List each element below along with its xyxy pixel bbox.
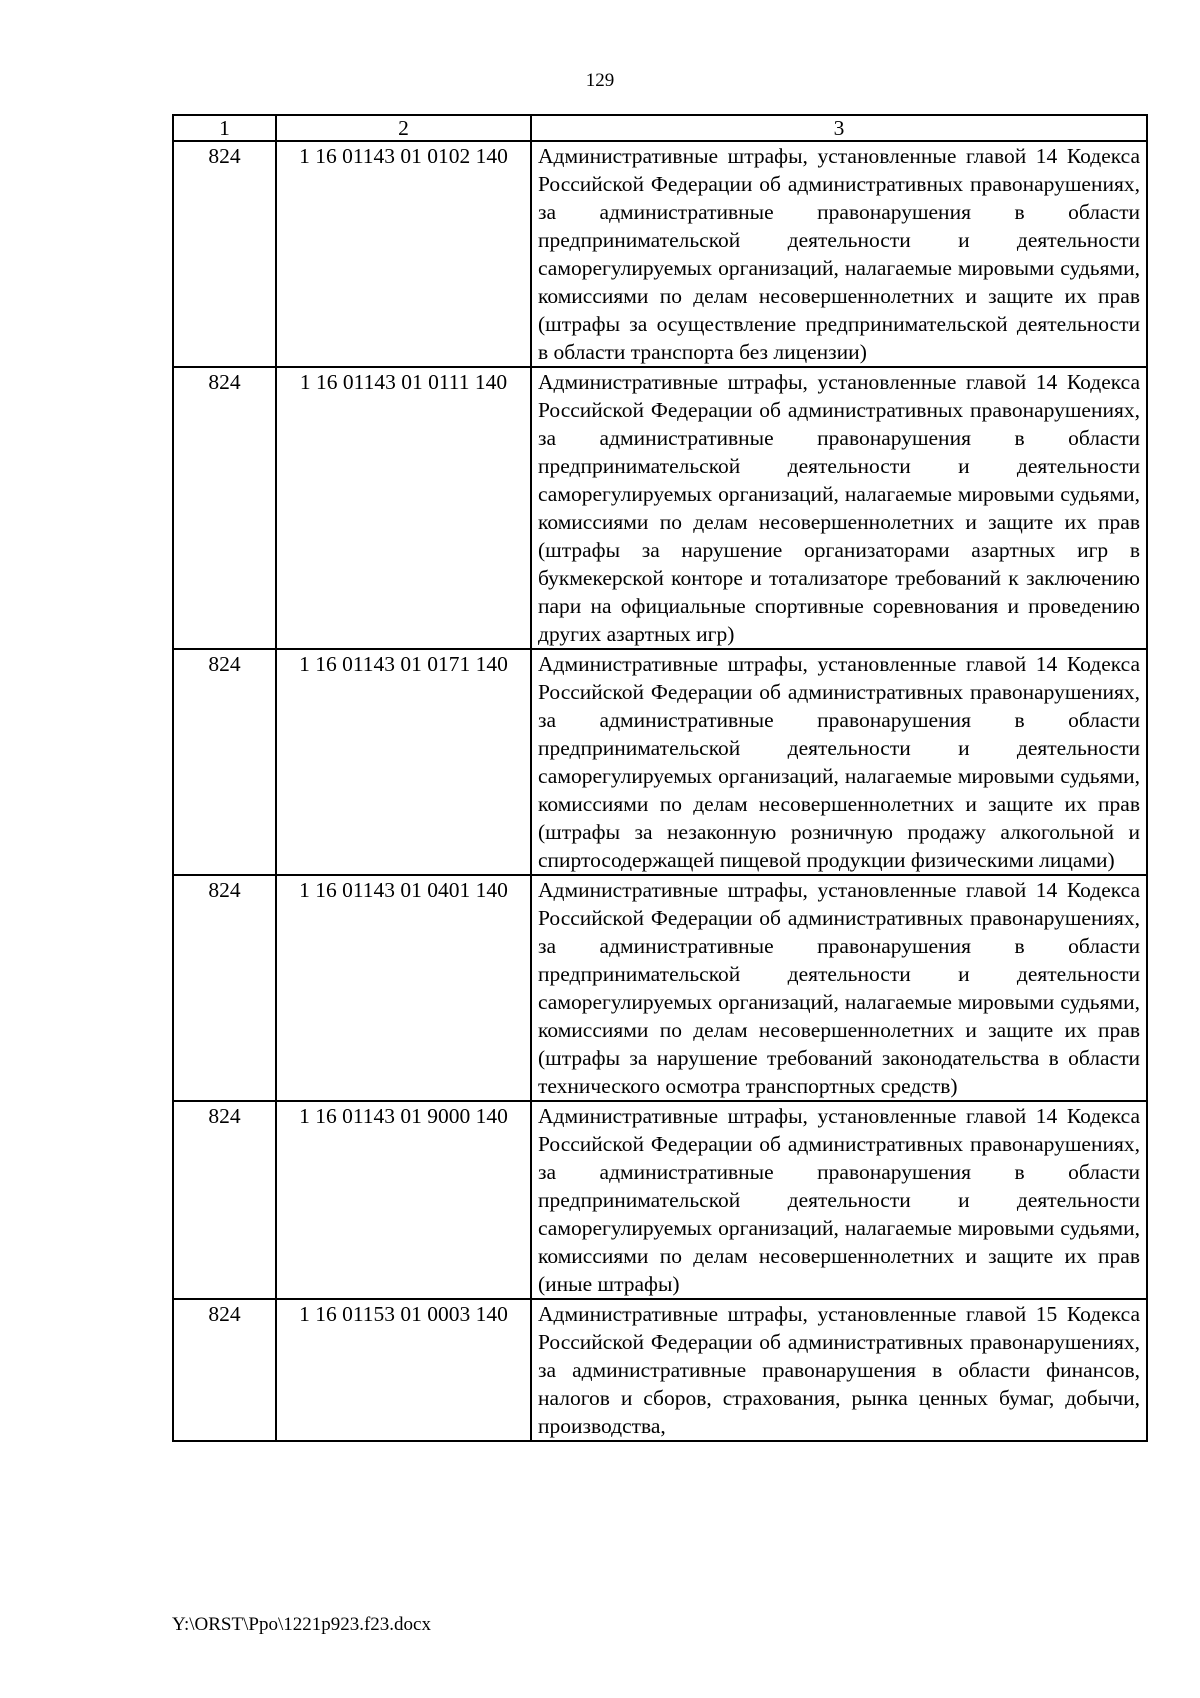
description-cell: Административные штрафы, установленные главой 14 Кодекса Российской Федерации об административных правонарушениях, за административные правонарушения в области предпринимательской деятельности и деятельности саморегулируемых организаций, налагаемые мировыми судьями, комиссиями по делам несовершеннолетних и защите их прав (штрафы за осуществление предпринимательской деятельности в области транспорта без лицензии) bbox=[531, 141, 1147, 367]
budget-code-cell: 1 16 01143 01 0171 140 bbox=[276, 649, 531, 875]
budget-code-cell: 1 16 01143 01 0102 140 bbox=[276, 141, 531, 367]
page-number: 129 bbox=[585, 70, 615, 91]
admin-code-cell: 824 bbox=[173, 1299, 276, 1441]
admin-code-cell: 824 bbox=[173, 649, 276, 875]
budget-code-cell: 1 16 01143 01 9000 140 bbox=[276, 1101, 531, 1299]
table-row bbox=[173, 141, 1147, 367]
table-header-row bbox=[173, 115, 1147, 141]
table-row bbox=[173, 367, 1147, 649]
table-row bbox=[173, 875, 1147, 1101]
table-row bbox=[173, 1101, 1147, 1299]
header-col-2: 2 bbox=[276, 115, 531, 141]
description-cell: Административные штрафы, установленные главой 14 Кодекса Российской Федерации об административных правонарушениях, за административные правонарушения в области предпринимательской деятельности и деятельности саморегулируемых организаций, налагаемые мировыми судьями, комиссиями по делам несовершеннолетних и защите их прав (штрафы за незаконную розничную продажу алкогольной и спиртосодержащей пищевой продукции физическими лицами) bbox=[531, 649, 1147, 875]
table-row bbox=[173, 1299, 1147, 1441]
table-row bbox=[173, 649, 1147, 875]
admin-code-cell: 824 bbox=[173, 1101, 276, 1299]
header-col-3: 3 bbox=[531, 115, 1147, 141]
description-cell: Административные штрафы, установленные главой 14 Кодекса Российской Федерации об административных правонарушениях, за административные правонарушения в области предпринимательской деятельности и деятельности саморегулируемых организаций, налагаемые мировыми судьями, комиссиями по делам несовершеннолетних и защите их прав (иные штрафы) bbox=[531, 1101, 1147, 1299]
budget-code-cell: 1 16 01143 01 0111 140 bbox=[276, 367, 531, 649]
budget-code-cell: 1 16 01143 01 0401 140 bbox=[276, 875, 531, 1101]
admin-code-cell: 824 bbox=[173, 875, 276, 1101]
description-cell: Административные штрафы, установленные главой 14 Кодекса Российской Федерации об административных правонарушениях, за административные правонарушения в области предпринимательской деятельности и деятельности саморегулируемых организаций, налагаемые мировыми судьями, комиссиями по делам несовершеннолетних и защите их прав (штрафы за нарушение требований законодательства в области технического осмотра транспортных средств) bbox=[531, 875, 1147, 1101]
description-cell: Административные штрафы, установленные главой 15 Кодекса Российской Федерации об административных правонарушениях, за административные правонарушения в области финансов, налогов и сборов, страхования, рынка ценных бумаг, добычи, производства, bbox=[531, 1299, 1147, 1441]
description-cell: Административные штрафы, установленные главой 14 Кодекса Российской Федерации об административных правонарушениях, за административные правонарушения в области предпринимательской деятельности и деятельности саморегулируемых организаций, налагаемые мировыми судьями, комиссиями по делам несовершеннолетних и защите их прав (штрафы за нарушение организаторами азартных игр в букмекерской конторе и тотализаторе требований к заключению пари на официальные спортивные соревнования и проведению других азартных игр) bbox=[531, 367, 1147, 649]
header-col-1: 1 bbox=[173, 115, 276, 141]
admin-code-cell: 824 bbox=[173, 367, 276, 649]
file-path-footer: Y:\ORST\Ppo\1221p923.f23.docx bbox=[172, 1614, 431, 1635]
budget-code-cell: 1 16 01153 01 0003 140 bbox=[276, 1299, 531, 1441]
budget-codes-table bbox=[172, 114, 1148, 1442]
admin-code-cell: 824 bbox=[173, 141, 276, 367]
